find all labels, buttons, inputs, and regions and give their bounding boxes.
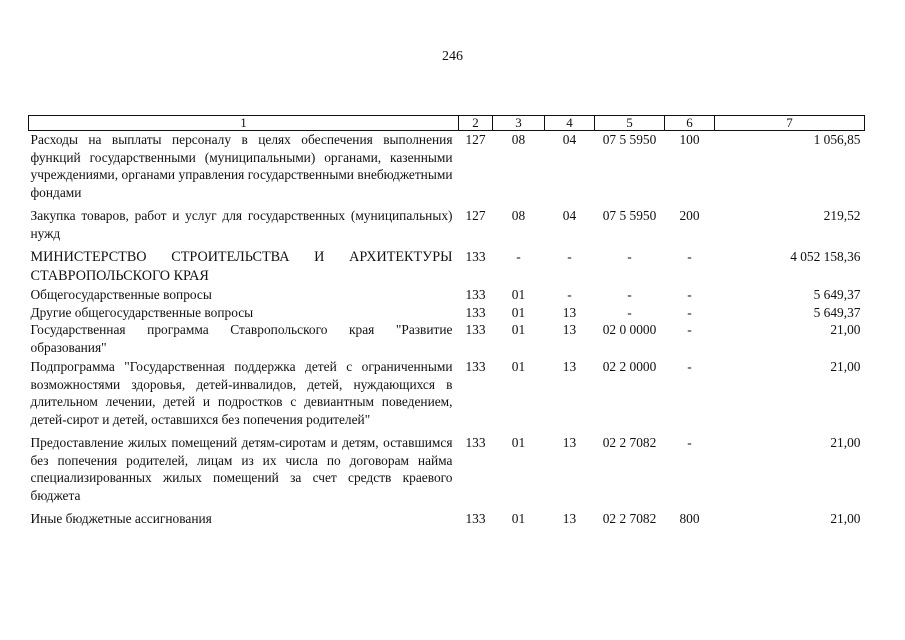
table-row [29, 242, 865, 286]
header-col-2: 2 [459, 116, 493, 131]
row-code-2: 133 [465, 359, 486, 374]
row-code-5: 07 5 5950 [602, 208, 657, 223]
table-row [29, 304, 865, 322]
row-amount: 1 056,85 [813, 132, 861, 147]
table-row [29, 201, 865, 242]
row-amount: 21,00 [830, 435, 861, 450]
header-col-4: 4 [545, 116, 595, 131]
row-code-2: 133 [465, 435, 486, 450]
row-name: Подпрограмма "Государственная поддержка детей с ограниченными возможностями здоровья, детей-инвалидов, детей, нуждающихся в длительном лечении, детей и подростков с девиантным поведением, детей-сирот и детей, оставшихся без попечения родителей" [30, 359, 453, 427]
row-code-3: 01 [511, 435, 526, 450]
budget-table [28, 115, 865, 528]
row-code-2: 133 [465, 322, 486, 337]
table-row [29, 321, 865, 356]
row-amount: 219,52 [823, 208, 861, 223]
row-name: Общегосударственные вопросы [30, 287, 212, 302]
row-amount: 21,00 [830, 511, 861, 526]
table-row [29, 131, 865, 202]
row-code-4: 13 [562, 304, 577, 320]
row-code-4: 13 [562, 322, 577, 337]
row-code-6: - [687, 359, 692, 374]
row-name: Расходы на выплаты персоналу в целях обеспечения выполнения функций государственными (муниципальными) органами, казенными учреждениями, органами управления государственными внебюджетными фондами [30, 132, 453, 200]
row-code-5: 02 2 7082 [602, 435, 657, 450]
row-code-2: 133 [465, 249, 486, 264]
table-header [29, 116, 865, 131]
row-code-6: - [687, 435, 692, 450]
row-name: Государственная программа Ставропольского края "Развитие образования" [30, 322, 453, 355]
row-code-5: - [627, 304, 632, 320]
row-code-3: 01 [511, 304, 526, 320]
row-code-6: 100 [679, 132, 700, 147]
row-name: Предоставление жилых помещений детям-сиротам и детям, оставшимся без попечения родителей, лицам из их числа по договорам найма специализированных жилых помещений за счет средств краевого бюджета [30, 435, 453, 503]
row-code-5: 02 0 0000 [602, 322, 657, 337]
row-code-3: 08 [511, 208, 526, 223]
row-code-6: - [687, 322, 692, 337]
table-row [29, 356, 865, 428]
row-code-6: - [687, 249, 692, 264]
page-number: 246 [442, 49, 463, 64]
row-name: Закупка товаров, работ и услуг для государственных (муниципальных) нужд [30, 208, 453, 241]
row-code-5: 07 5 5950 [602, 132, 657, 147]
row-name: Другие общегосударственные вопросы [30, 304, 254, 320]
table-row [29, 286, 865, 304]
header-col-3: 3 [493, 116, 545, 131]
row-code-4: 04 [562, 208, 577, 223]
row-code-3: 01 [511, 359, 526, 374]
row-code-3: 01 [511, 511, 526, 526]
row-code-2: 133 [465, 287, 486, 302]
table-row [29, 428, 865, 504]
row-code-4: - [567, 287, 572, 302]
row-code-5: - [627, 287, 632, 302]
row-code-5: - [627, 249, 632, 264]
row-amount: 5 649,37 [813, 287, 861, 302]
header-col-6: 6 [665, 116, 715, 131]
table-row [29, 504, 865, 528]
row-code-5: 02 2 7082 [602, 511, 657, 526]
row-code-4: 13 [562, 359, 577, 374]
row-code-2: 133 [465, 511, 486, 526]
row-code-3: 01 [511, 287, 526, 302]
row-code-4: 13 [562, 435, 577, 450]
row-code-6: 800 [679, 511, 700, 526]
row-amount: 4 052 158,36 [790, 249, 861, 264]
row-name: Иные бюджетные ассигнования [30, 511, 212, 526]
row-code-2: 127 [465, 132, 486, 147]
row-amount: 21,00 [830, 322, 861, 337]
header-col-1: 1 [29, 116, 459, 131]
row-code-3: - [516, 249, 521, 264]
row-code-4: 13 [562, 511, 577, 526]
row-code-6: - [687, 304, 692, 320]
row-code-4: 04 [562, 132, 577, 147]
header-col-5: 5 [595, 116, 665, 131]
row-amount: 21,00 [830, 359, 861, 374]
row-code-6: - [687, 287, 692, 302]
row-amount: 5 649,37 [813, 304, 861, 320]
row-code-2: 127 [465, 208, 486, 223]
row-code-4: - [567, 249, 572, 264]
header-col-7: 7 [715, 116, 865, 131]
row-code-3: 08 [511, 132, 526, 147]
row-code-3: 01 [511, 322, 526, 337]
row-code-5: 02 2 0000 [602, 359, 657, 374]
row-code-2: 133 [465, 304, 486, 320]
row-name: МИНИСТЕРСТВО СТРОИТЕЛЬСТВА И АРХИТЕКТУРЫ СТАВРОПОЛЬСКОГО КРАЯ [30, 249, 453, 284]
row-code-6: 200 [679, 208, 700, 223]
